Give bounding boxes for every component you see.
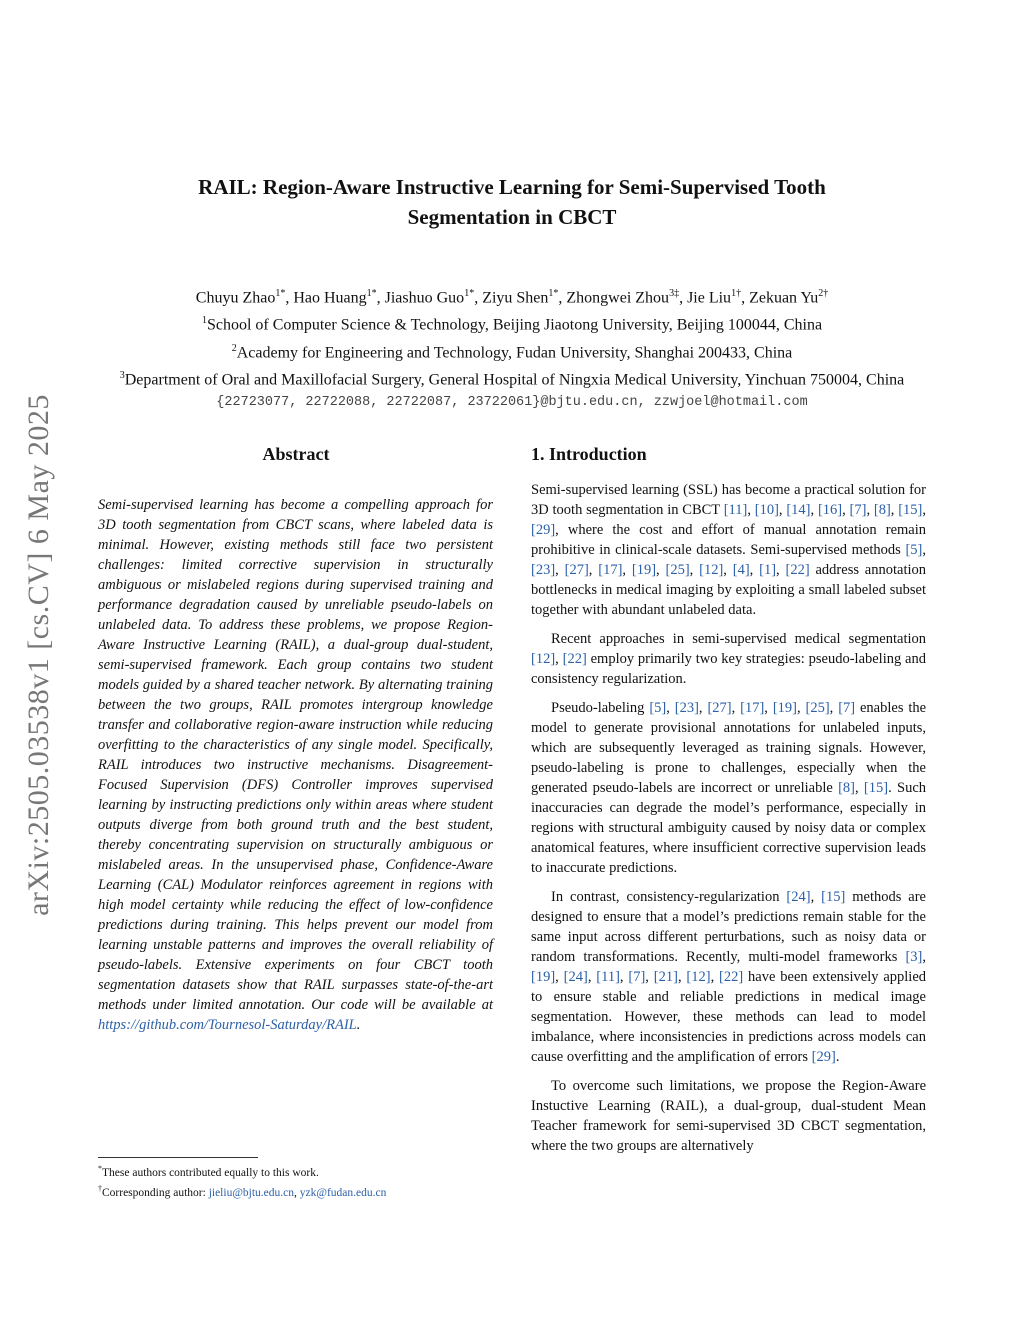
citation-link[interactable]: [10] <box>754 502 779 518</box>
citation-link[interactable]: [25] <box>805 700 830 716</box>
intro-body <box>531 480 926 1165</box>
footnote-corr-mark: † <box>98 1183 102 1193</box>
footnote-equal-text: These authors contributed equally to this work. <box>102 1166 319 1179</box>
paper-title <box>100 172 924 232</box>
author-emails: {22723077, 22722088, 22722087, 23722061}@bjtu.edu.cn, zzwjoel@hotmail.com <box>216 395 808 411</box>
citation-link[interactable]: [19] <box>772 700 797 716</box>
author-mark: 1* <box>548 288 559 299</box>
citation-link[interactable]: [7] <box>838 700 856 716</box>
abstract-heading: Abstract <box>262 444 330 464</box>
abstract-body <box>98 495 493 1035</box>
citation-link[interactable]: [7] <box>849 502 867 518</box>
citation-link[interactable]: [12] <box>531 651 556 667</box>
author-mark: 2† <box>818 288 829 299</box>
citation-link[interactable]: [3] <box>905 949 923 965</box>
citation-link[interactable]: [27] <box>564 562 589 578</box>
citation-link[interactable]: [19] <box>531 969 556 985</box>
citation-link[interactable]: [12] <box>686 969 711 985</box>
arxiv-sidebar <box>8 350 70 960</box>
author-mark: 1† <box>731 288 742 299</box>
citation-link[interactable]: [15] <box>898 502 923 518</box>
footnote-sep: , <box>294 1186 300 1199</box>
citation-link[interactable]: [16] <box>817 502 843 518</box>
intro-paragraph: Recent approaches in semi-supervised medical segmentation [12], [22] employ primarily two key strategies: pseudo-labeling and consistency regularization. <box>531 631 926 687</box>
citation-link[interactable]: [17] <box>598 562 623 578</box>
footnote-equal <box>98 1161 498 1181</box>
citation-link[interactable]: [4] <box>732 562 750 578</box>
citation-link[interactable]: [11] <box>723 502 748 518</box>
author-list: Chuyu Zhao$^{1*}$, Hao Huang$^{1*}$, Jiashuo Guo$^{1*}$, Ziyu Shen$^{1*}$, Zhongwei Zhou$^{3\ddagger}$, Jie Liu$^{1\dagger}$, Zekuan $Yu^{2\dagger}$ <box>195 288 829 307</box>
citation-link[interactable]: [17] <box>740 700 765 716</box>
citation-link[interactable]: [12] <box>699 562 724 578</box>
author-name: Zhongwei Zhou <box>566 289 670 307</box>
citation-link[interactable]: [15] <box>863 780 889 796</box>
code-link[interactable]: https://github.com/Tournesol-Saturday/RAIL <box>98 1017 357 1033</box>
citation-link[interactable]: [22] <box>785 562 810 578</box>
affiliation-text: School of Computer Science & Technology, Beijing Jiaotong University, Beijing 100044, China <box>206 316 823 334</box>
citation-link[interactable]: [23] <box>531 562 556 578</box>
title-line-2: Segmentation in CBCT <box>407 205 617 229</box>
citation-link[interactable]: [21] <box>653 969 678 985</box>
affiliation-mark: 2 <box>231 342 237 354</box>
affiliation <box>60 309 964 336</box>
citation-link[interactable]: [23] <box>674 700 699 716</box>
affiliation-text: Academy for Engineering and Technology, Fudan University, Shanghai 200433, China <box>236 343 793 361</box>
citation-link[interactable]: [22] <box>562 651 587 667</box>
citation-link[interactable]: [15] <box>821 889 846 905</box>
footnote-divider <box>98 1157 258 1158</box>
intro-paragraph: In contrast, consistency-regularization [24], [15] methods are designed to ensure that a model’s predictions remain stable for the same input across different perturbations, such as noisy data or random transformations. Recently, multi-model frameworks [3], [19], [24], [11], [7], [21], [12], [22] have been extensively applied to ensure stable and reliable predictions in medical image segmentation. However, these methods can lead to model imbalance, where inconsistencies in predictions across models can cause overfitting and the amplification of errors [29]. <box>531 889 927 1065</box>
author-mark: 1* <box>275 288 286 299</box>
citation-link[interactable]: [27] <box>707 700 732 716</box>
abstract-end: . <box>356 1017 361 1033</box>
author-mark: 3‡ <box>669 288 680 299</box>
affiliation-mark: 1 <box>201 315 207 327</box>
author-name: Jie Liu <box>687 289 732 307</box>
affiliation <box>60 364 964 391</box>
affiliation-text: Department of Oral and Maxillofacial Surgery, General Hospital of Ningxia Medical University, Yinchuan 750004, China <box>124 371 905 389</box>
intro-paragraph: Pseudo-labeling [5], [23], [27], [17], [19], [25], [7] enables the model to generate provisional annotations for unlabeled inputs, which are subsequently leveraged as training signals. However, pseudo-labeling is prone to challenges, especially when the generated pseudo-labels are incorrect or unreliable [8], [15]. Such inaccuracies can degrade the model’s performance, especially in regions with structural ambiguity caused by noisy data or complex anatomical features, where insufficient corrective supervision leads to inaccurate predictions. <box>531 700 927 876</box>
corr-email-2[interactable]: yzk@fudan.edu.cn <box>299 1186 387 1199</box>
affiliation <box>60 337 964 364</box>
affiliation-list <box>60 309 964 391</box>
citation-link[interactable]: [7] <box>628 969 646 985</box>
corr-email-1[interactable]: jieliu@bjtu.edu.cn <box>208 1186 295 1199</box>
author-name: Zekuan Yu <box>749 289 819 307</box>
citation-link[interactable]: [29] <box>811 1049 836 1065</box>
footnote-corresponding <box>98 1181 498 1201</box>
intro-heading: 1. Introduction <box>531 444 647 464</box>
author-name: Jiashuo Guo <box>384 289 465 307</box>
arxiv-identifier: arXiv:2505.03538v1 [cs.CV] 6 May 2025 <box>22 394 55 916</box>
intro-paragraph: To overcome such limitations, we propose the Region-Aware Instuctive Learning (RAIL), a dual-group, dual-student Mean Teacher framework for semi-supervised 3D CBCT segmentation, where the two groups are alternatively <box>531 1078 926 1154</box>
citation-link[interactable]: [25] <box>665 562 690 578</box>
citation-link[interactable]: [11] <box>596 969 620 985</box>
author-mark: 1* <box>464 288 475 299</box>
author-name: Hao Huang <box>293 289 367 307</box>
footnote-corr-prefix: Corresponding author: <box>102 1186 209 1199</box>
intro-paragraph: Semi-supervised learning (SSL) has become a practical solution for 3D tooth segmentation in CBCT [11], [10], [14], [16], [7], [8], [15], [29], where the cost and effort of manual annotation remain prohibitive in clinical-scale datasets. Semi-supervised methods [5], [23], [27], [17], [19], [25], [12], [4], [1], [22] address annotation bottlenecks in medical imaging by exploiting a small labeled subset together with abundant unlabeled data. <box>531 482 927 618</box>
citation-link[interactable]: [5] <box>649 700 667 716</box>
abstract-text: Semi-supervised learning has become a compelling approach for 3D tooth segmentation from CBCT scans, where labeled data is minimal. However, existing methods still face two persistent challenges: limited corrective supervision in structurally ambiguous or mislabeled regions during supervised training and performance degradation caused by unreliable pseudo-labels on unlabeled data. To address these problems, we propose Region-Aware Instructive Learning (RAIL), a dual-group dual-student, semi-supervised framework. Each group contains two student models guided by a shared teacher network. By alternating training between the two groups, RAIL promotes intergroup knowledge transfer and collaborative region-aware instruction while reducing overfitting to the characteristics of any single model. Specifically, RAIL introduces two instructive mechanisms. Disagreement-Focused Supervision (DFS) Controller improves supervised learning by instructing predictions only within areas where student outputs diverge from both ground truth and the best student, thereby concentrating supervision on structurally ambiguous or mislabeled areas. In the unsupervised phase, Confidence-Aware Learning (CAL) Modulator reinforces agreement in regions with high model certainty while reducing the effect of low-confidence predictions during training. This helps prevent our model from learning unstable patterns and improves the overall reliability of pseudo-labels. Extensive experiments on four CBCT tooth segmentation datasets show that RAIL surpasses state-of-the-art methods under limited annotation. Our code will be available at <box>98 497 493 1013</box>
citation-link[interactable]: [8] <box>873 502 891 518</box>
citation-link[interactable]: [14] <box>786 502 811 518</box>
citation-link[interactable]: [8] <box>838 780 855 796</box>
citation-link[interactable]: [19] <box>631 562 657 578</box>
citation-link[interactable]: [24] <box>563 969 588 985</box>
citation-link[interactable]: [1] <box>759 562 777 578</box>
title-line-1: RAIL: Region-Aware Instructive Learning for Semi-Supervised Tooth <box>198 175 826 199</box>
author-name: Chuyu Zhao <box>195 289 276 307</box>
citation-link[interactable]: [5] <box>905 542 923 558</box>
author-block <box>60 282 964 414</box>
citation-link[interactable]: [24] <box>786 889 811 905</box>
affiliation-mark: 3 <box>119 369 125 381</box>
footnotes <box>98 1161 498 1201</box>
footnote-equal-mark: * <box>98 1164 102 1173</box>
citation-link[interactable]: [22] <box>719 969 744 985</box>
citation-link[interactable]: [29] <box>531 522 556 538</box>
author-name: Ziyu Shen <box>482 289 549 307</box>
author-mark: 1* <box>366 288 377 299</box>
